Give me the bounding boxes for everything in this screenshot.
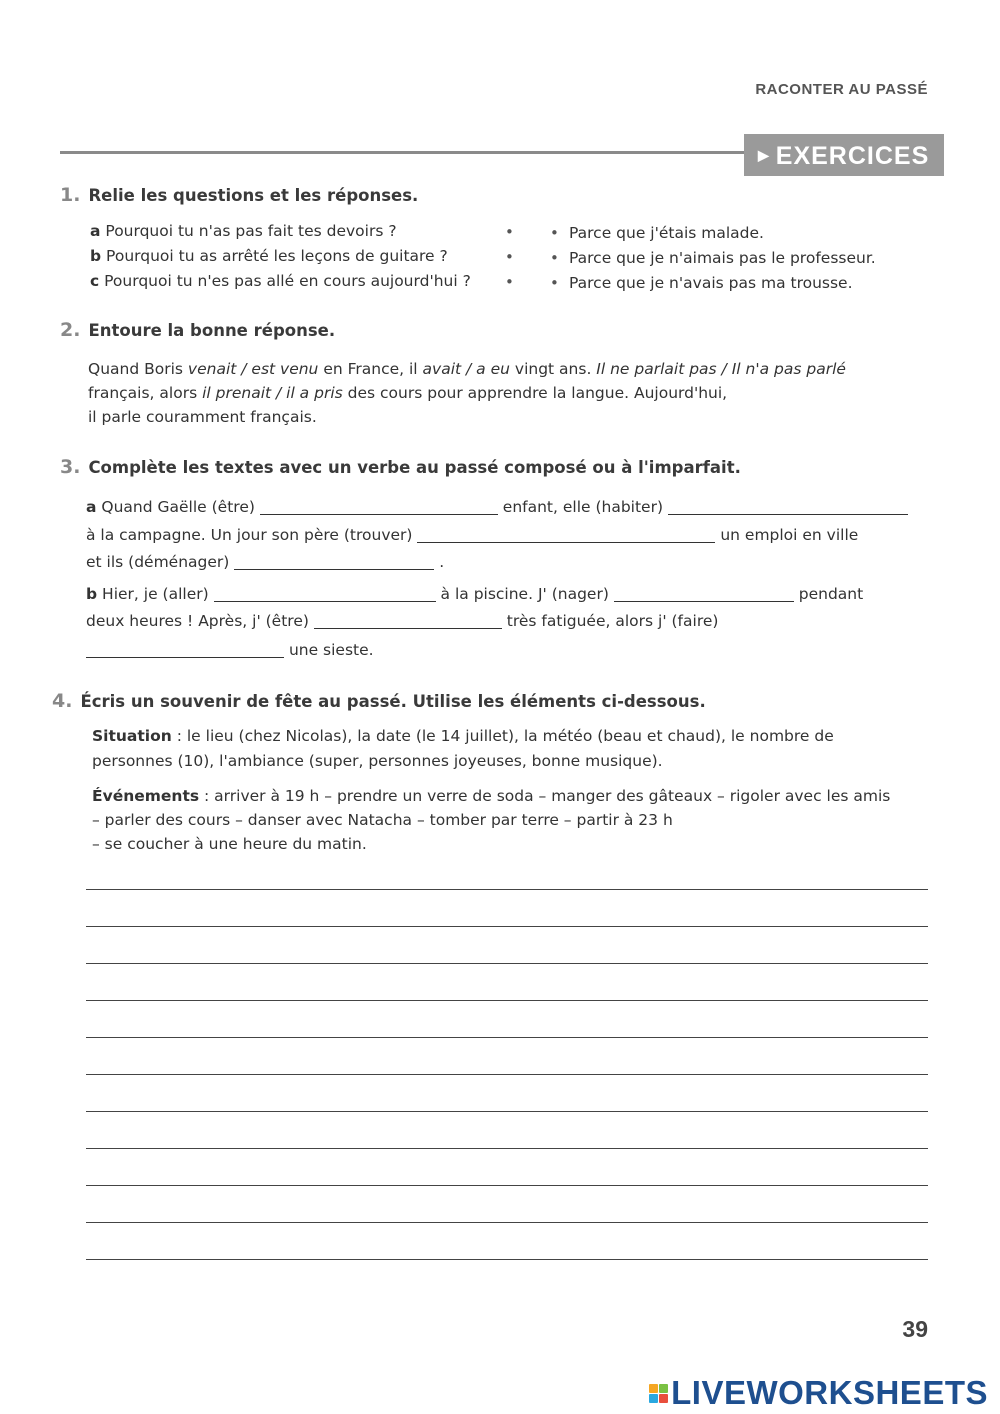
exercise-3b-line-3: [86, 638, 374, 663]
item-letter: a: [86, 498, 97, 516]
text: Hier, je (aller): [97, 585, 209, 603]
text: : le lieu (chez Nicolas), la date (le 14 juillet), la météo (beau et chaud), le nombre de: [171, 727, 834, 745]
events-line-2: – parler des cours – danser avec Natacha – tomber par terre – partir à 23 h: [92, 811, 673, 829]
exercises-label: EXERCICES: [775, 142, 930, 170]
page-number: 39: [902, 1316, 928, 1342]
writing-line[interactable]: [86, 1222, 928, 1223]
blank-faire[interactable]: [86, 639, 284, 658]
exercise-1-heading: Relie les questions et les réponses.: [88, 186, 419, 205]
question-text: Pourquoi tu n'es pas allé en cours aujourd'hui ?: [99, 272, 471, 290]
writing-line[interactable]: [86, 1148, 928, 1149]
question-letter: c: [90, 272, 100, 290]
exercise-1-number: 1.: [60, 184, 81, 206]
exercise-1-title: [60, 184, 418, 206]
liveworksheets-logo: [649, 1374, 988, 1412]
writing-line[interactable]: [86, 926, 928, 927]
blank-aller[interactable]: [214, 583, 436, 602]
text: Quand Boris: [88, 360, 188, 378]
exercise-3a-line-2: [86, 523, 858, 548]
text: très fatiguée, alors j' (faire): [506, 612, 719, 630]
text: enfant, elle (habiter): [502, 498, 664, 516]
match-dot-question-b[interactable]: •: [505, 248, 514, 266]
events-line-1: [92, 784, 890, 809]
exercise-2-number: 2.: [60, 319, 81, 341]
situation-label: Situation: [92, 727, 172, 745]
match-dot-answer-3[interactable]: •: [550, 274, 559, 292]
situation-line-2: personnes (10), l'ambiance (super, personnes joyeuses, bonne musique).: [92, 752, 663, 770]
question-c: [90, 269, 471, 294]
question-text: Pourquoi tu n'as pas fait tes devoirs ?: [100, 222, 397, 240]
text: vingt ans.: [509, 360, 597, 378]
events-label: Événements: [92, 787, 200, 805]
writing-line[interactable]: [86, 1074, 928, 1075]
exercise-4-heading: Écris un souvenir de fête au passé. Utilise les éléments ci-dessous.: [80, 692, 706, 711]
text: en France, il: [318, 360, 423, 378]
text: : arriver à 19 h – prendre un verre de soda – manger des gâteaux – rigoler avec les amis: [199, 787, 891, 805]
exercise-3a-line-3: [86, 550, 444, 575]
section-title: RACONTER AU PASSÉ: [755, 81, 928, 98]
writing-line[interactable]: [86, 889, 928, 890]
match-dot-answer-2[interactable]: •: [550, 249, 559, 267]
choice-1[interactable]: venait / est venu: [187, 360, 319, 378]
text: Quand Gaëlle (être): [96, 498, 255, 516]
text: une sieste.: [288, 641, 374, 659]
question-a: [90, 219, 397, 244]
situation-line-1: [92, 724, 834, 749]
text: à la piscine. J' (nager): [440, 585, 609, 603]
exercise-2-heading: Entoure la bonne réponse.: [88, 321, 336, 340]
text: un emploi en ville: [720, 526, 859, 544]
exercise-2-line-3: il parle couramment français.: [88, 408, 317, 426]
exercise-4-number: 4.: [52, 690, 73, 712]
writing-line[interactable]: [86, 1185, 928, 1186]
text: deux heures ! Après, j' (être): [86, 612, 309, 630]
blank-habiter[interactable]: [668, 496, 908, 515]
answer-3: Parce que je n'avais pas ma trousse.: [569, 274, 853, 292]
blank-etre-2[interactable]: [314, 610, 502, 629]
header-rule: [60, 151, 750, 154]
text: .: [439, 553, 445, 571]
blank-trouver[interactable]: [417, 524, 715, 543]
writing-line[interactable]: [86, 1000, 928, 1001]
text: à la campagne. Un jour son père (trouver): [86, 526, 413, 544]
exercise-3-title: [60, 456, 741, 478]
exercises-banner: [744, 134, 944, 176]
exercise-3a-line-1: [86, 495, 908, 520]
writing-line[interactable]: [86, 1111, 928, 1112]
text: et ils (déménager): [86, 553, 230, 571]
exercise-2-line-2: [88, 381, 727, 406]
exercise-4-title: [52, 690, 706, 712]
events-line-3: – se coucher à une heure du matin.: [92, 835, 367, 853]
brand-name: LIVEWORKSHEETS: [671, 1374, 988, 1411]
text: des cours pour apprendre la langue. Aujourd'hui,: [342, 384, 728, 402]
match-dot-question-a[interactable]: •: [505, 223, 514, 241]
question-text: Pourquoi tu as arrêté les leçons de guitare ?: [101, 247, 448, 265]
blank-etre[interactable]: [260, 496, 498, 515]
exercise-3b-line-1: [86, 582, 863, 607]
text: français, alors: [88, 384, 203, 402]
question-letter: b: [90, 247, 102, 265]
exercise-3-number: 3.: [60, 456, 81, 478]
choice-3[interactable]: Il ne parlait pas / Il n'a pas parlé: [596, 360, 846, 378]
choice-2[interactable]: avait / a eu: [422, 360, 510, 378]
item-letter: b: [86, 585, 98, 603]
question-b: [90, 244, 448, 269]
blank-demenager[interactable]: [234, 551, 434, 570]
writing-line[interactable]: [86, 1259, 928, 1260]
blank-nager[interactable]: [614, 583, 794, 602]
exercise-2-line-1: [88, 357, 846, 382]
play-arrow-icon: ▶: [758, 147, 770, 163]
answer-2: Parce que je n'aimais pas le professeur.: [569, 249, 876, 267]
writing-line[interactable]: [86, 963, 928, 964]
exercise-3b-line-2: [86, 609, 718, 634]
writing-line[interactable]: [86, 1037, 928, 1038]
match-dot-answer-1[interactable]: •: [550, 224, 559, 242]
exercise-3-heading: Complète les textes avec un verbe au passé composé ou à l'imparfait.: [88, 458, 741, 477]
text: pendant: [798, 585, 864, 603]
liveworksheets-icon: [649, 1384, 668, 1403]
match-dot-question-c[interactable]: •: [505, 273, 514, 291]
choice-4[interactable]: il prenait / il a pris: [202, 384, 343, 402]
question-letter: a: [90, 222, 101, 240]
exercise-2-title: [60, 319, 335, 341]
answer-1: Parce que j'étais malade.: [569, 224, 764, 242]
